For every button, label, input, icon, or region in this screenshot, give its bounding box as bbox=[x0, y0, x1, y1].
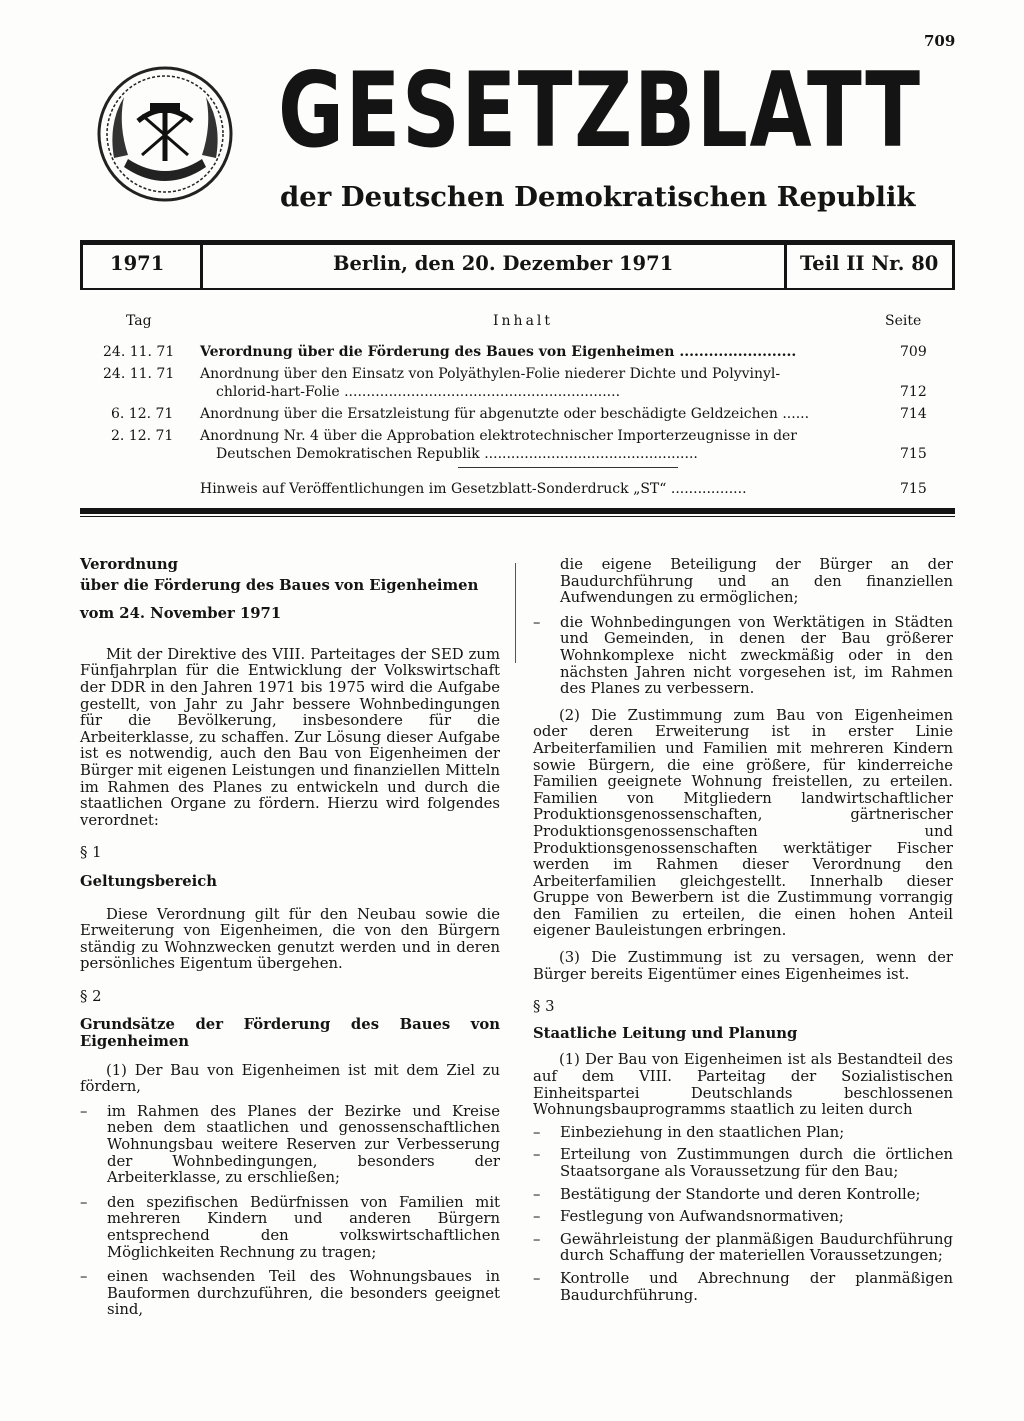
section-3-number: § 3 bbox=[533, 998, 555, 1016]
toc-header-date: Tag bbox=[126, 313, 152, 329]
section-2-paragraph-2: (2) Die Zustimmung zum Bau von Eigenheimen oder deren Erweiterung ist in erster Linie Arbeiterfamilien und Familien mit mehreren Kindern sowie Bürgern, die eine größere, für kinderreiche Familien geeignete Wohnung freistellen, zu erteilen. Familien von Mitgliedern landwirtschaftlicher Produktionsgenossenschaften, gärtnerischer Produktionsgenossenschaften und Produktionsgenossenschaften werktätiger Fischer werden im Rahmen dieser Verordnung den Arbeiterfamilien gleichgestellt. Innerhalb dieser Gruppe von Bewerbern ist die Zustimmung vorrangig den Familien zu erteilen, die einen hohen Anteil eigener Bauleistungen erbringen. bbox=[533, 706, 953, 940]
list-item-text: Festlegung von Aufwandsnormativen; bbox=[560, 1208, 844, 1226]
list-item-continuation: die eigene Beteiligung der Bürger an der Baudurchführung und an den finanziellen Aufwendungen zu ermöglichen; bbox=[560, 556, 953, 607]
list-item bbox=[80, 1269, 500, 1319]
section-2-number: § 2 bbox=[80, 987, 102, 1005]
toc-header-page: Seite bbox=[885, 313, 922, 329]
issue-part: Teil II Nr. 80 bbox=[800, 252, 939, 275]
dash-bullet: – bbox=[533, 613, 541, 631]
ordinance-heading: Verordnung bbox=[80, 556, 178, 573]
band-divider bbox=[200, 243, 203, 289]
toc-entry-page: 712 bbox=[900, 384, 927, 400]
list-item-text: die Wohnbedingungen von Werktätigen in Städten und Gemeinden, in denen der Bau größerer Wohnkomplexe nicht zweckmäßig oder in den nächsten Jahren nicht vorgesehen ist, im Rahmen des Planes zu verbessern. bbox=[560, 613, 953, 698]
toc-entry-title: Anordnung über den Einsatz von Polyäthylen-Folie niederer Dichte und Polyvinyl- bbox=[200, 366, 781, 382]
issue-year: 1971 bbox=[110, 252, 165, 275]
toc-note: Hinweis auf Veröffentlichungen im Gesetzblatt-Sonderdruck „ST“ ................. bbox=[200, 481, 747, 497]
list-item bbox=[80, 1195, 500, 1261]
toc-entry-title-cont: Deutschen Demokratischen Republik ................................................ bbox=[216, 446, 698, 462]
dash-bullet: – bbox=[80, 1102, 88, 1120]
section-2-paragraph-1: (1) Der Bau von Eigenheimen ist mit dem Ziel zu fördern, bbox=[80, 1061, 500, 1096]
list-item bbox=[533, 1187, 953, 1204]
toc-entry-title: Verordnung über die Förderung des Baues von Eigenheimen ........................ bbox=[200, 344, 797, 360]
toc-entry-date: 24. 11. 71 bbox=[103, 366, 175, 382]
band-divider bbox=[80, 243, 83, 289]
dash-bullet: – bbox=[80, 1268, 88, 1286]
toc-entry-date: 6. 12. 71 bbox=[111, 406, 174, 422]
state-emblem-icon bbox=[94, 63, 236, 205]
list-item bbox=[533, 1125, 953, 1142]
section-1-paragraph: Diese Verordnung gilt für den Neubau sowie die Erweiterung von Eigenheimen, die von den Bürgern ständig zu Wohnzwecken genutzt werden und in deren persönliches Eigentum übergehen. bbox=[80, 905, 500, 973]
dash-bullet: – bbox=[533, 1123, 541, 1141]
issue-place-date: Berlin, den 20. Dezember 1971 bbox=[333, 252, 674, 275]
list-item bbox=[80, 1104, 500, 1187]
toc-bottom-rule-thin bbox=[80, 516, 955, 517]
section-1-number: § 1 bbox=[80, 844, 102, 862]
band-bottom-rule bbox=[80, 288, 955, 290]
list-item-text: Bestätigung der Standorte und deren Kontrolle; bbox=[560, 1185, 921, 1203]
list-item bbox=[533, 1271, 953, 1304]
section-3-paragraph-1: (1) Der Bau von Eigenheimen ist als Bestandteil des auf dem VIII. Parteitag der Sozialistischen Einheitspartei Deutschlands beschlossenen Wohnungsbauprogramms staatlich zu leiten durch bbox=[533, 1051, 953, 1119]
band-top-rule bbox=[80, 240, 955, 245]
section-2-title: Grundsätze der Förderung des Baues von Eigenheimen bbox=[80, 1016, 500, 1051]
dash-bullet: – bbox=[533, 1185, 541, 1203]
list-item-text: Gewährleistung der planmäßigen Baudurchführung durch Schaffung der materiellen Voraussetzungen; bbox=[560, 1230, 953, 1265]
section-1-title: Geltungsbereich bbox=[80, 872, 218, 890]
toc-entry-page: 715 bbox=[900, 446, 927, 462]
list-item bbox=[533, 1232, 953, 1265]
dash-bullet: – bbox=[533, 1230, 541, 1248]
list-item bbox=[533, 1147, 953, 1180]
right-column bbox=[533, 557, 953, 1304]
list-item-text: im Rahmen des Planes der Bezirke und Kreise neben dem staatlichen und genossenschaftlichen Wohnungsbau weitere Reserven zur Verbesserung der Wohnbedingungen, besonders der Arbeiterklasse, zu erschließen; bbox=[107, 1102, 500, 1187]
toc-entry-page: 709 bbox=[900, 344, 927, 360]
page-number: 709 bbox=[924, 32, 956, 50]
ordinance-date: vom 24. November 1971 bbox=[80, 605, 282, 623]
dash-bullet: – bbox=[533, 1269, 541, 1287]
toc-entry-date: 24. 11. 71 bbox=[103, 344, 175, 360]
band-divider bbox=[784, 243, 787, 289]
toc-entry-title-cont: chlorid-hart-Folie .............................................................. bbox=[216, 384, 621, 400]
toc-note-page: 715 bbox=[900, 481, 927, 497]
dash-bullet: – bbox=[533, 1208, 541, 1226]
masthead-title: GESETZBLATT bbox=[278, 51, 922, 171]
dash-bullet: – bbox=[533, 1146, 541, 1164]
list-item bbox=[533, 1209, 953, 1226]
toc-separator bbox=[458, 467, 678, 468]
left-column bbox=[80, 557, 500, 1319]
band-divider bbox=[952, 243, 955, 289]
toc-entry-title: Anordnung Nr. 4 über die Approbation elektrotechnischer Importerzeugnisse in der bbox=[200, 428, 798, 444]
list-item-text: einen wachsenden Teil des Wohnungsbaues in Bauformen durchzuführen, die besonders geeignet sind, bbox=[107, 1268, 500, 1319]
toc-entry-date: 2. 12. 71 bbox=[111, 428, 174, 444]
column-divider bbox=[515, 563, 516, 663]
toc-header-content: Inhalt bbox=[493, 313, 554, 329]
toc-entry-page: 714 bbox=[900, 406, 927, 422]
masthead-subtitle: der Deutschen Demokratischen Republik bbox=[280, 181, 916, 213]
list-item-text: Kontrolle und Abrechnung der planmäßigen Baudurchführung. bbox=[560, 1269, 953, 1304]
list-item-text: Erteilung von Zustimmungen durch die örtlichen Staatsorgane als Voraussetzung für den Bau; bbox=[560, 1146, 953, 1180]
preamble-paragraph: Mit der Direktive des VIII. Parteitages der SED zum Fünfjahrplan für die Entwicklung der Volkswirtschaft der DDR in den Jahren 1971 bis 1975 wird die Aufgabe gestellt, von Jahr zu Jahr bessere Wohnbedingungen für die Bevölkerung, insbesondere für die Arbeiterklasse, zu schaffen. Zur Lösung dieser Aufgabe ist es notwendig, auch den Bau von Eigenheimen der Bürger mit eigenen Leistungen und finanziellen Mitteln im Rahmen des Planes zu entwickeln und durch die staatlichen Organe zu fördern. Hierzu wird folgendes verordnet: bbox=[80, 645, 500, 829]
list-item bbox=[533, 615, 953, 698]
section-2-paragraph-3: (3) Die Zustimmung ist zu versagen, wenn der Bürger bereits Eigentümer eines Eigenheimes ist. bbox=[533, 949, 953, 983]
toc-bottom-rule bbox=[80, 508, 955, 514]
list-item-text: den spezifischen Bedürfnissen von Familien mit mehreren Kindern und anderen Bürgern entsprechend den volkswirtschaftlichen Möglichkeiten Rechnung zu tragen; bbox=[107, 1193, 500, 1261]
dash-bullet: – bbox=[80, 1193, 88, 1211]
section-3-title: Staatliche Leitung und Planung bbox=[533, 1024, 798, 1042]
ordinance-heading-subject: über die Förderung des Baues von Eigenheimen bbox=[80, 576, 479, 594]
toc-entry-title: Anordnung über die Ersatzleistung für abgenutzte oder beschädigte Geldzeichen ...... bbox=[200, 406, 810, 422]
list-item-text: Einbeziehung in den staatlichen Plan; bbox=[560, 1123, 845, 1141]
